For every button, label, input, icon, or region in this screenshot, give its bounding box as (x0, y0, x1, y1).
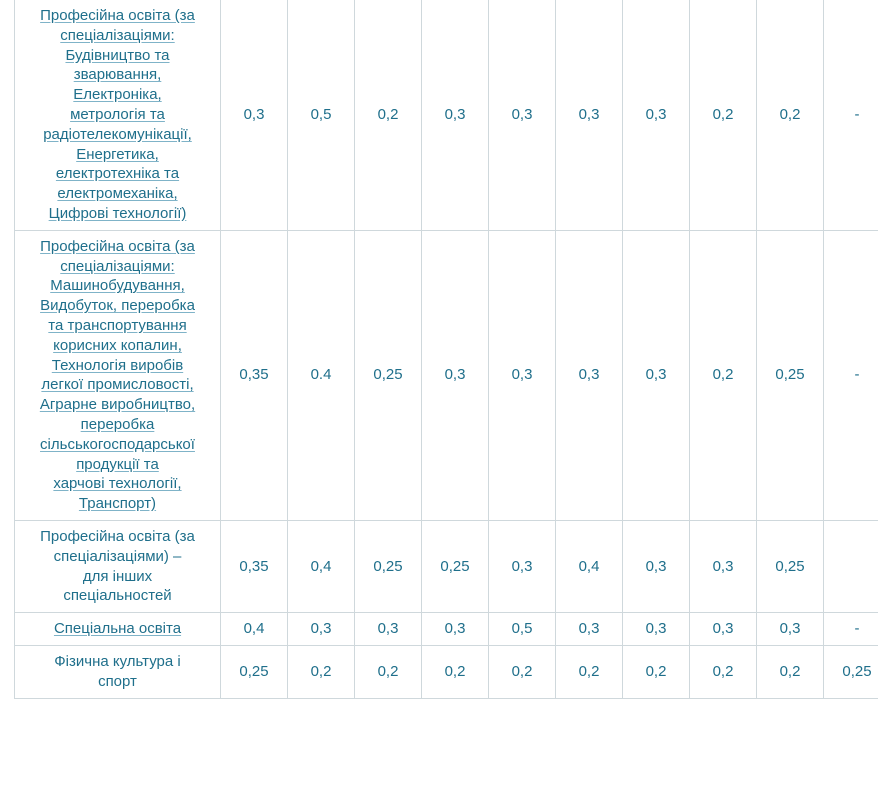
table-row (15, 520, 878, 612)
coefficient-cell: 0,25 (355, 230, 422, 520)
coefficient-cell: 0,2 (623, 645, 690, 698)
table-row (15, 0, 878, 230)
coefficient-cell: 0,5 (288, 0, 355, 230)
coefficients-table (14, 0, 878, 699)
coefficient-cell: 0,2 (288, 645, 355, 698)
coefficient-cell: 0,3 (221, 0, 288, 230)
coefficient-cell: 0,2 (422, 645, 489, 698)
specialty-name-cell[interactable] (15, 230, 221, 520)
coefficient-cell: 0,3 (690, 613, 757, 646)
coefficient-cell: 0,35 (221, 520, 288, 612)
coefficient-cell: 0,25 (355, 520, 422, 612)
specialty-label: Фізична культура і спорт (54, 652, 181, 690)
coefficient-cell: 0,2 (489, 645, 556, 698)
table-row (15, 613, 878, 646)
table-row (15, 645, 878, 698)
coefficient-cell: 0.4 (288, 230, 355, 520)
coefficient-cell: 0,3 (489, 230, 556, 520)
coefficient-cell: 0,3 (690, 520, 757, 612)
coefficient-cell: 0,3 (556, 0, 623, 230)
coefficient-cell: 0,2 (556, 645, 623, 698)
coefficient-cell: 0,25 (757, 230, 824, 520)
coefficient-cell: 0,2 (690, 0, 757, 230)
coefficient-cell: 0,3 (623, 520, 690, 612)
coefficient-cell: 0,3 (757, 613, 824, 646)
coefficient-cell: 0,3 (623, 230, 690, 520)
specialty-name-cell[interactable] (15, 0, 221, 230)
specialty-link[interactable]: Професійна освіта (за спеціалізаціями: Будівництво та зварювання, Електроніка, метрологія та радіотелекомунікації, Енергетика, електротехніка та електромеханіка, Цифрові технології) (40, 7, 195, 222)
specialty-label: Професійна освіта (за спеціалізаціями) – для інших спеціальностей (40, 527, 195, 605)
coefficient-cell: 0,3 (556, 613, 623, 646)
coefficient-cell: 0,25 (757, 520, 824, 612)
specialty-link[interactable]: Професійна освіта (за спеціалізаціями: Машинобудування, Видобуток, переробка та транспортування корисних копалин, Технологія виробів легкої промисловості, Аграрне виробництво, переробка сільськогосподарської продукції та харчові технології, Транспорт) (39, 237, 196, 513)
coefficient-cell: 0,3 (556, 230, 623, 520)
specialty-link[interactable]: Спеціальна освіта (53, 620, 182, 638)
coefficient-cell: 0,3 (422, 230, 489, 520)
coefficient-cell (824, 520, 878, 612)
coefficient-cell: 0,2 (355, 645, 422, 698)
coefficient-cell: 0,4 (221, 613, 288, 646)
coefficient-cell: - (824, 613, 878, 646)
table-row (15, 230, 878, 520)
specialty-name-cell (15, 645, 221, 698)
coefficient-cell: 0,2 (690, 645, 757, 698)
coefficient-cell: 0,2 (757, 0, 824, 230)
coefficient-cell: 0,25 (824, 645, 878, 698)
coefficient-cell: 0,3 (623, 0, 690, 230)
coefficient-cell: 0,4 (556, 520, 623, 612)
coefficient-cell: 0,3 (489, 520, 556, 612)
coefficient-cell: 0,3 (422, 0, 489, 230)
coefficient-cell: 0,2 (690, 230, 757, 520)
coefficient-cell: 0,3 (422, 613, 489, 646)
coefficient-cell: 0,25 (422, 520, 489, 612)
coefficient-cell: 0,35 (221, 230, 288, 520)
coefficient-cell: - (824, 230, 878, 520)
coefficient-cell: 0,4 (288, 520, 355, 612)
coefficient-cell: - (824, 0, 878, 230)
specialty-name-cell[interactable] (15, 613, 221, 646)
coefficient-cell: 0,5 (489, 613, 556, 646)
table-body (15, 0, 878, 698)
coefficient-cell: 0,2 (355, 0, 422, 230)
coefficient-cell: 0,3 (288, 613, 355, 646)
coefficient-cell: 0,2 (757, 645, 824, 698)
specialty-name-cell (15, 520, 221, 612)
coefficient-cell: 0,25 (221, 645, 288, 698)
coefficient-cell: 0,3 (355, 613, 422, 646)
coefficient-cell: 0,3 (489, 0, 556, 230)
coefficient-cell: 0,3 (623, 613, 690, 646)
